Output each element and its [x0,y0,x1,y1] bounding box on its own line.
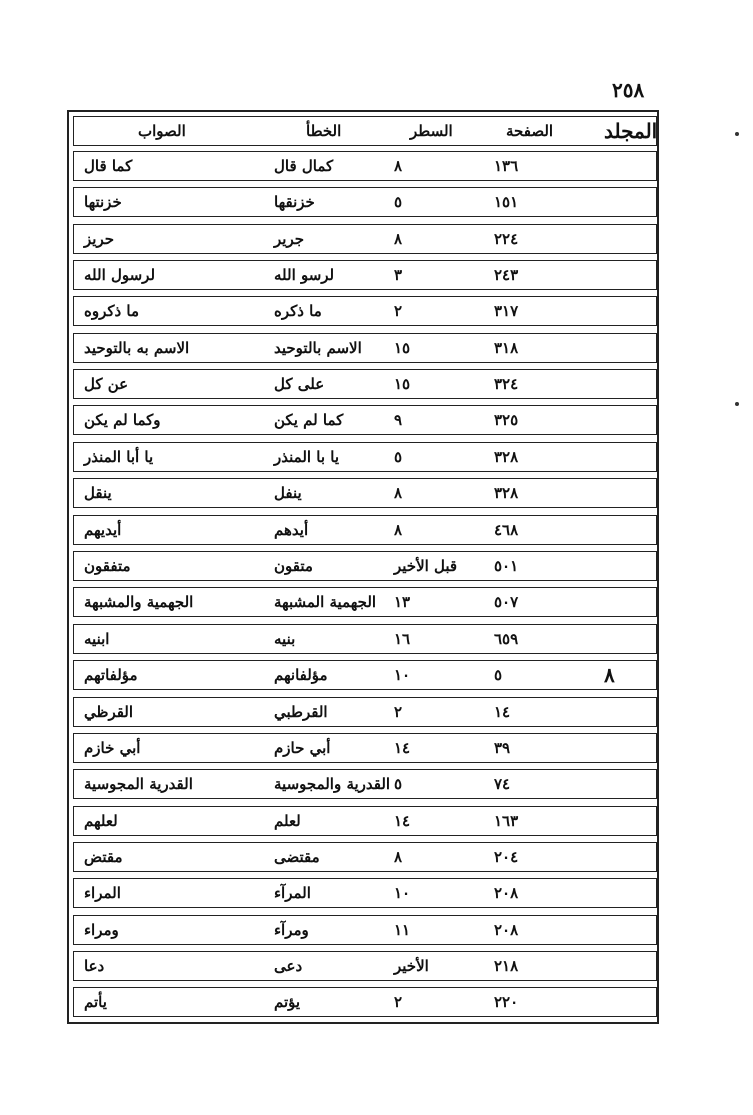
page-cell: ٢٠٨ [494,921,519,939]
page-cell: ٢١٨ [494,957,519,975]
line-cell: قبل الأخير [394,557,458,575]
correction-cell: القدرية المجوسية [84,775,193,793]
line-cell: ٨ [394,157,403,175]
line-cell: ١٠ [394,884,411,902]
line-cell: ١١ [394,921,411,939]
table-row [73,442,657,472]
table-row [73,660,657,690]
volume-cell [604,879,654,907]
correction-cell: متفقون [84,557,131,575]
correction-cell: وكما لم يكن [84,411,161,429]
volume-cell [604,588,654,616]
volume-cell [604,916,654,944]
line-cell: ٣ [394,266,403,284]
page-cell: ٥٠١ [494,557,519,575]
volume-cell [604,807,654,835]
error-cell: بنيه [274,630,296,648]
correction-cell: القرظي [84,703,134,721]
volume-cell [604,770,654,798]
page-cell: ٣٩ [494,739,511,757]
header-error: الخطأ [306,122,342,140]
line-cell: ١٦ [394,630,411,648]
table-row [73,478,657,508]
page-cell: ٢٢٤ [494,230,519,248]
error-cell: لعلم [274,812,301,830]
page-cell: ٣٢٤ [494,375,519,393]
page-cell: ٣١٧ [494,302,519,320]
page-cell: ٢٤٣ [494,266,519,284]
error-cell: جرير [274,230,304,248]
volume-cell [604,698,654,726]
correction-cell: يا أبا المنذر [84,448,154,466]
page-cell: ٣١٨ [494,339,519,357]
page-cell: ٦٥٩ [494,630,519,648]
error-cell: يا با المنذر [274,448,339,466]
header-correction: الصواب [138,122,186,140]
correction-cell: دعا [84,957,105,975]
volume-cell [604,334,654,362]
correction-cell: كما قال [84,157,133,175]
table-row [73,296,657,326]
line-cell: ٢ [394,302,403,320]
margin-mark [735,132,739,136]
volume-cell [604,625,654,653]
margin-mark [735,402,739,406]
page-cell: ٢٠٨ [494,884,519,902]
table-row [73,987,657,1017]
error-cell: أيدهم [274,521,309,539]
line-cell: ١٥ [394,339,411,357]
correction-cell: عن كل [84,375,129,393]
error-cell: مقتضى [274,848,320,866]
correction-cell: لعلهم [84,812,118,830]
volume-cell [604,988,654,1016]
error-cell: ومرآء [274,921,309,939]
page-number: ٢٥٨ [612,78,645,102]
line-cell: ١٥ [394,375,411,393]
error-cell: الاسم بالتوحيد [274,339,362,357]
page-cell: ٥٠٧ [494,593,519,611]
error-cell: القدرية والمجوسية [274,775,391,793]
page-cell: ١٣٦ [494,157,519,175]
error-cell: كما لم يكن [274,411,344,429]
table-row [73,405,657,435]
error-cell: دعى [274,957,303,975]
error-cell: متقون [274,557,313,575]
volume-cell [604,188,654,216]
correction-cell: يأتم [84,993,107,1011]
correction-cell: ابنيه [84,630,110,648]
table-row [73,224,657,254]
page-cell: ٢٢٠ [494,993,519,1011]
table-row [73,515,657,545]
line-cell: الأخير [394,957,429,975]
volume-cell [604,370,654,398]
line-cell: ١٣ [394,593,411,611]
page-cell: ٧٤ [494,775,511,793]
volume-cell [604,443,654,471]
line-cell: ٨ [394,230,403,248]
table-row [73,806,657,836]
correction-cell: ما ذكروه [84,302,140,320]
table-row [73,587,657,617]
correction-cell: لرسول الله [84,266,156,284]
header-volume: المجلد [604,119,658,143]
error-cell: الجهمية المشبهة [274,593,377,611]
line-cell: ٢ [394,703,403,721]
correction-cell: أبي خازم [84,739,141,757]
volume-cell [604,261,654,289]
page-cell: ٥ [494,666,503,684]
table-row [73,151,657,181]
table-header-row [73,116,657,146]
table-row [73,769,657,799]
volume-cell [604,952,654,980]
error-cell: لرسو الله [274,266,335,284]
table-row [73,878,657,908]
volume-cell [604,152,654,180]
line-cell: ١٤ [394,812,411,830]
line-cell: ١٤ [394,739,411,757]
error-cell: مؤلفانهم [274,666,328,684]
error-cell: خزنقها [274,193,315,211]
line-cell: ١٠ [394,666,411,684]
correction-cell: الاسم به بالتوحيد [84,339,190,357]
page-cell: ١٥١ [494,193,519,211]
header-page: الصفحة [506,122,554,140]
page-cell: ٣٢٨ [494,448,519,466]
error-cell: يؤتم [274,993,301,1011]
page-cell: ٣٢٥ [494,411,519,429]
page-cell: ١٦٣ [494,812,519,830]
page-cell: ٢٠٤ [494,848,519,866]
line-cell: ٨ [394,848,403,866]
volume-cell [604,225,654,253]
volume-cell [604,552,654,580]
line-cell: ٨ [394,521,403,539]
table-row [73,951,657,981]
line-cell: ٥ [394,448,403,466]
table-row [73,551,657,581]
correction-cell: ومراء [84,921,119,939]
error-cell: ينفل [274,484,302,502]
volume-cell [604,479,654,507]
error-cell: المرآء [274,884,311,902]
page-cell: ١٤ [494,703,511,721]
correction-cell: أيديهم [84,521,122,539]
correction-cell: المراء [84,884,121,902]
table-row [73,187,657,217]
table-row [73,624,657,654]
page-cell: ٤٦٨ [494,521,519,539]
table-row [73,915,657,945]
table-row [73,333,657,363]
error-cell: ما ذكره [274,302,322,320]
line-cell: ٥ [394,193,403,211]
correction-cell: ينقل [84,484,112,502]
error-cell: على كل [274,375,325,393]
table-row [73,733,657,763]
correction-cell: حريز [84,230,114,248]
volume-cell: ٨ [604,663,615,687]
line-cell: ٢ [394,993,403,1011]
line-cell: ٨ [394,484,403,502]
volume-cell [604,406,654,434]
correction-cell: الجهمية والمشبهة [84,593,194,611]
correction-cell: مقتض [84,848,123,866]
line-cell: ٩ [394,411,403,429]
table-row [73,697,657,727]
volume-cell [604,843,654,871]
table-row [73,369,657,399]
volume-cell [604,734,654,762]
header-line: السطر [410,122,453,140]
line-cell: ٥ [394,775,403,793]
volume-cell [604,516,654,544]
error-cell: أبي حازم [274,739,331,757]
table-row [73,842,657,872]
error-cell: القرطبي [274,703,328,721]
correction-cell: خزنتها [84,193,122,211]
volume-cell [604,297,654,325]
error-cell: كمال قال [274,157,334,175]
correction-cell: مؤلفاتهم [84,666,138,684]
table-row [73,260,657,290]
page-cell: ٣٢٨ [494,484,519,502]
